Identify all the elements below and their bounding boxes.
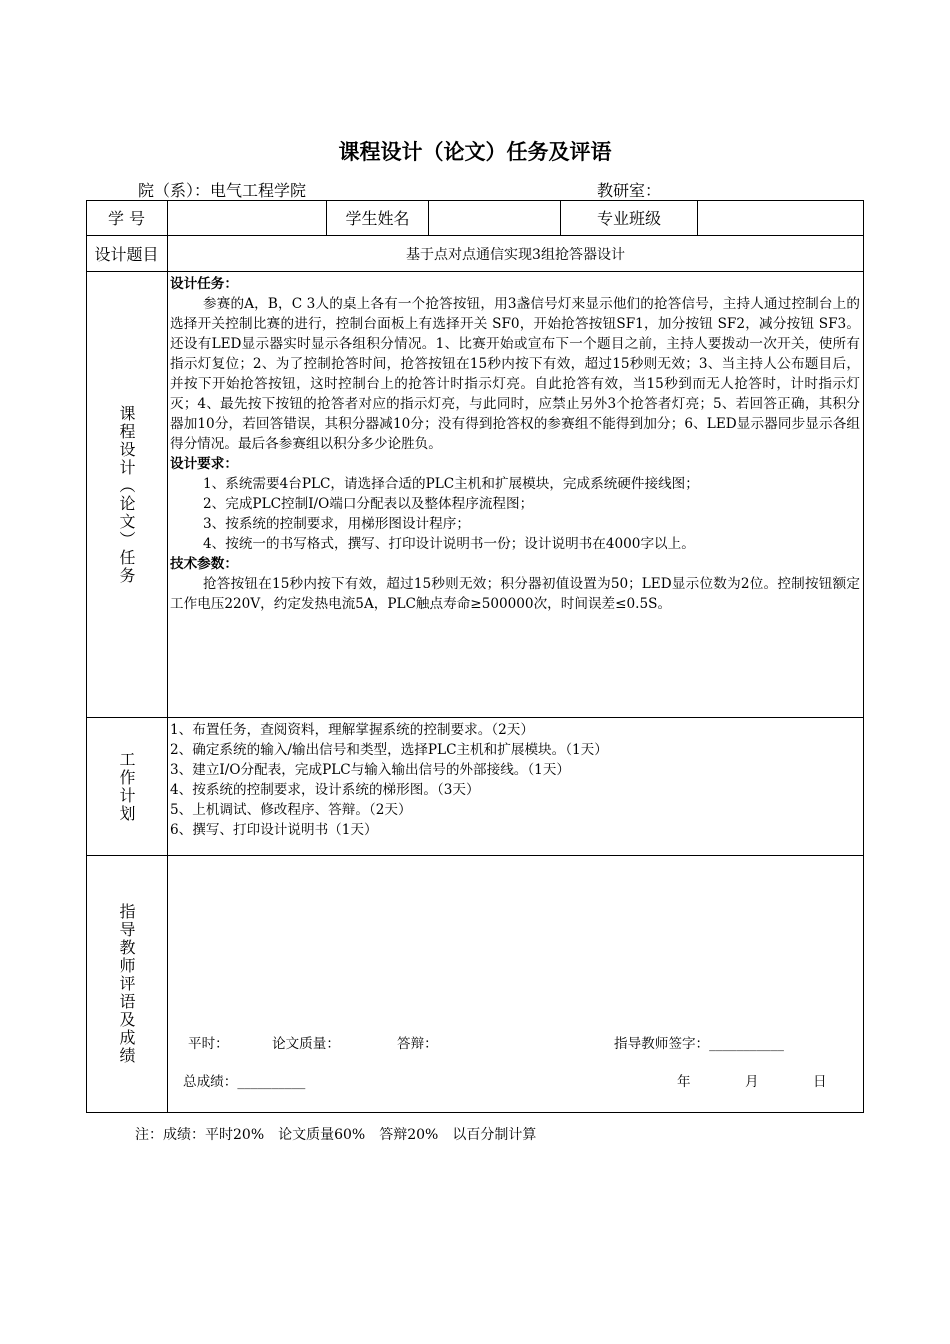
params-heading: 技术参数： — [170, 556, 238, 572]
requirement-item: 1、系统需要4台PLC，请选择合适的PLC主机和扩展模块，完成系统硬件接线图； — [203, 476, 699, 492]
class-field[interactable] — [698, 201, 863, 235]
year-label: 年 — [677, 1074, 691, 1090]
work-plan-list — [170, 720, 860, 840]
design-task-heading: 设计任务： — [170, 276, 238, 292]
requirements-heading: 设计要求： — [170, 456, 238, 472]
design-task-text: 参赛的A，B，C 3人的桌上各有一个抢答按钮，用3盏信号灯来显示他们的抢答信号，主持人通过控制台上的选择开关控制比赛的进行，控制台面板上有选择开关 SF0，开始抢答按钮SF1，加分按钮 SF2，减分按钮 SF3。还设有LED显示器实时显示各组积分情况。1、比赛开始或宣布下一个题目之前，主持人要拨动一次开关，使所有指示灯复位；2、为了控制抢答时间，抢答按钮在15秒内按下有效，超过15秒则无效；3、当主持人公布题目后，并按下开始抢答按钮，这时控制台上的抢答计时指示灯亮。自此抢答有效，当15秒到而无人抢答时，计时指示灯灭；4、最先按下按钮的抢答者对应的指示灯亮，与此同时，应禁止另外3个抢答者灯亮；5、若回答正确，其积分器加10分，若回答错误，其积分器减10分；没有得到抢答权的参赛组不能得到加分；6、LED显示器同步显示各组得分情况。最后各参赛组以积分多少论胜负。 — [170, 296, 860, 452]
row-divider — [86, 855, 864, 856]
page-title: 课程设计（论文）任务及评语 — [338, 139, 612, 164]
teacher-signature-field[interactable]: 指导教师签字：___________ — [614, 1036, 784, 1052]
plan-item: 3、建立I/O分配表，完成PLC与输入输出信号的外部接线。（1天） — [170, 762, 571, 778]
row-divider — [86, 271, 864, 272]
student-name-field[interactable] — [429, 201, 560, 235]
office-label: 教研室： — [597, 181, 662, 200]
requirement-item: 3、按系统的控制要求，用梯形图设计程序； — [203, 516, 470, 532]
requirement-item: 4、按统一的书写格式，撰写、打印设计说明书一份；设计说明书在4000字以上。 — [203, 536, 695, 552]
topic-value: 基于点对点通信实现3组抢答器设计 — [406, 246, 625, 263]
plan-item: 4、按系统的控制要求，设计系统的梯形图。（3天） — [170, 782, 480, 798]
table-border-right — [863, 200, 864, 1113]
task-section-label: 课程设计（论文）任务 — [117, 404, 136, 585]
table-border-bottom — [86, 1112, 864, 1113]
month-label: 月 — [745, 1074, 759, 1090]
plan-item: 6、撰写、打印设计说明书（1天） — [170, 822, 378, 838]
task-content — [170, 274, 860, 614]
plan-item: 1、布置任务，查阅资料，理解掌握系统的控制要求。（2天） — [170, 722, 534, 738]
class-label: 专业班级 — [596, 209, 661, 228]
student-name-label: 学生姓名 — [345, 209, 410, 228]
requirement-item: 2、完成PLC控制I/O端口分配表以及整体程序流程图； — [203, 496, 534, 512]
task-form-table — [86, 200, 864, 1112]
plan-item: 5、上机调试、修改程序、答辩。（2天） — [170, 802, 412, 818]
work-plan-label: 工作计划 — [117, 750, 136, 823]
paper-quality-label: 论文质量： — [272, 1036, 340, 1052]
defense-label: 答辩： — [397, 1036, 438, 1052]
regular-score-label: 平时： — [188, 1036, 229, 1052]
plan-item: 2、确定系统的输入/输出信号和类型，选择PLC主机和扩展模块。（1天） — [170, 742, 608, 758]
day-label: 日 — [813, 1074, 827, 1090]
comments-label: 指导教师评语及成绩 — [117, 903, 136, 1065]
grading-footnote: 注：成绩：平时20% 论文质量60% 答辩20% 以百分制计算 — [135, 1127, 537, 1143]
row-divider — [86, 717, 864, 718]
department-label: 院（系）：电气工程学院 — [138, 181, 307, 200]
student-id-field[interactable] — [168, 201, 326, 235]
params-text: 抢答按钮在15秒内按下有效，超过15秒则无效；积分器初值设置为50；LED显示位数为2位。控制按钮额定工作电压220V，约定发热电流5A，PLC触点寿命≥500000次，时间误差≤0.5S。 — [170, 576, 860, 612]
column-divider — [167, 200, 168, 1113]
student-id-label: 学 号 — [107, 209, 146, 228]
total-score-field[interactable]: 总成绩：__________ — [183, 1074, 306, 1090]
topic-label: 设计题目 — [94, 245, 159, 264]
